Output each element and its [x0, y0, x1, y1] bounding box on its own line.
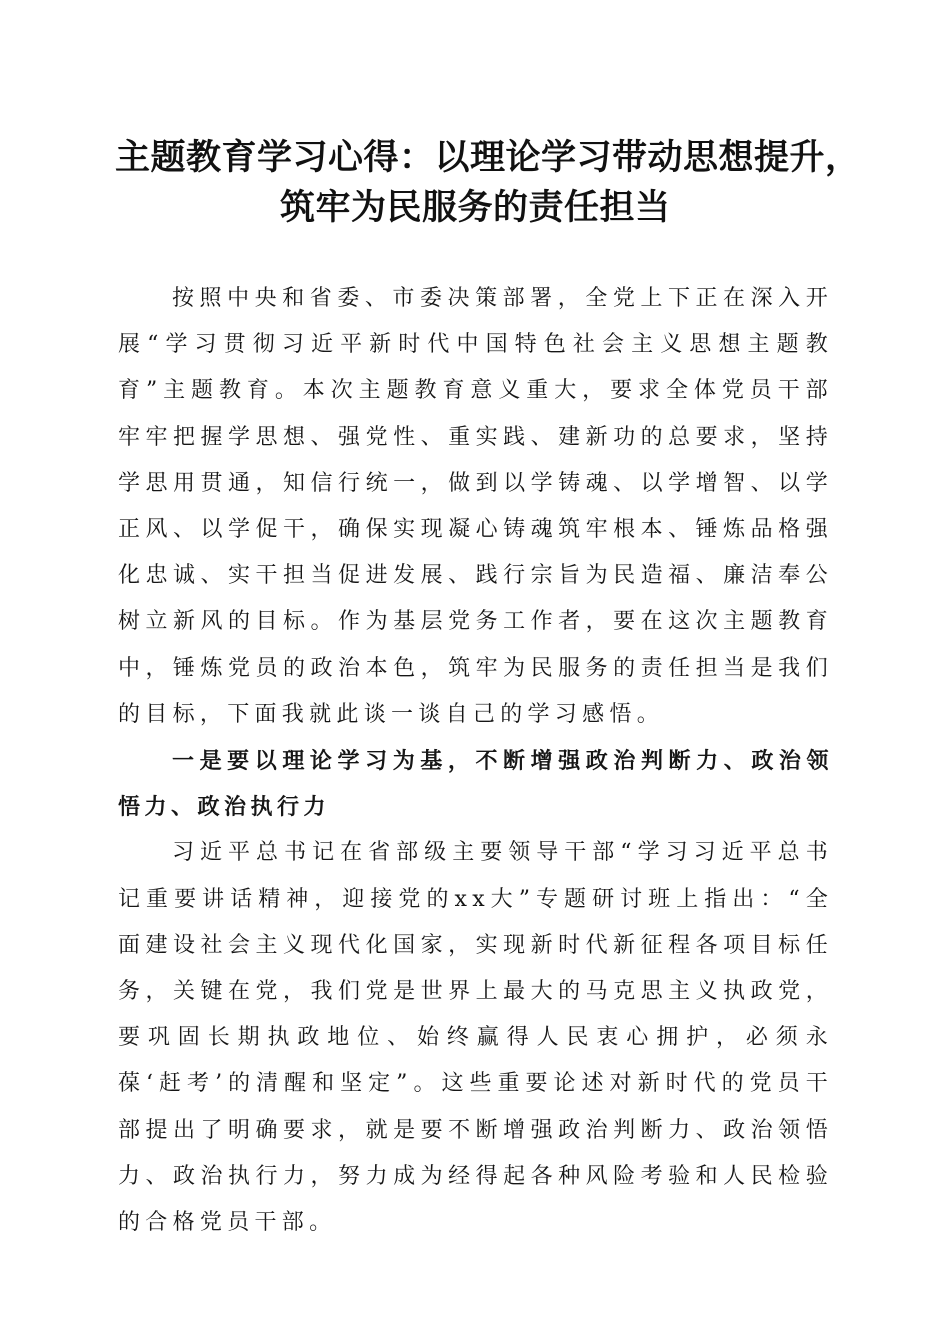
- section-heading: 一是要以理论学习为基，不断增强政治判断力、政治领悟力、政治执行力: [118, 748, 833, 821]
- title-line-2: 筑牢为民服务的责任担当: [280, 187, 671, 228]
- body-paragraph: 习近平总书记在省部级主要领导干部“学习习近平总书记重要讲话精神，迎接党的xx大”专题研讨班上指出：“全面建设社会主义现代化国家，实现新时代新征程各项目标任务，关键在党，我们党是世界上最大的马克思主义执政党，要巩固长期执政地位、始终赢得人民衷心拥护，必须永葆‘赶考’的清醒和坚定”。这些重要论述对新时代的党员干部提出了明确要求，就是要不断增强政治判断力、政治领悟力、政治执行力，努力成为经得起各种风险考验和人民检验的合格党员干部。: [118, 840, 833, 1236]
- intro-paragraph: 按照中央和省委、市委决策部署，全党上下正在深入开展“学习贯彻习近平新时代中国特色社会主义思想主题教育”主题教育。本次主题教育意义重大，要求全体党员干部牢牢把握学思想、强党性、重实践、建新功的总要求，坚持学思用贯通，知信行统一，做到以学铸魂、以学增智、以学正风、以学促干，确保实现凝心铸魂筑牢根本、锤炼品格强化忠诚、实干担当促进发展、践行宗旨为民造福、廉洁奉公树立新风的目标。作为基层党务工作者，要在这次主题教育中，锤炼党员的政治本色，筑牢为民服务的责任担当是我们的目标，下面我就此谈一谈自己的学习感悟。: [118, 286, 833, 727]
- document-body: [118, 276, 833, 1246]
- title-line-1: 主题教育学习心得：以理论学习带动思想提升，: [115, 137, 861, 178]
- document-title: [115, 133, 861, 233]
